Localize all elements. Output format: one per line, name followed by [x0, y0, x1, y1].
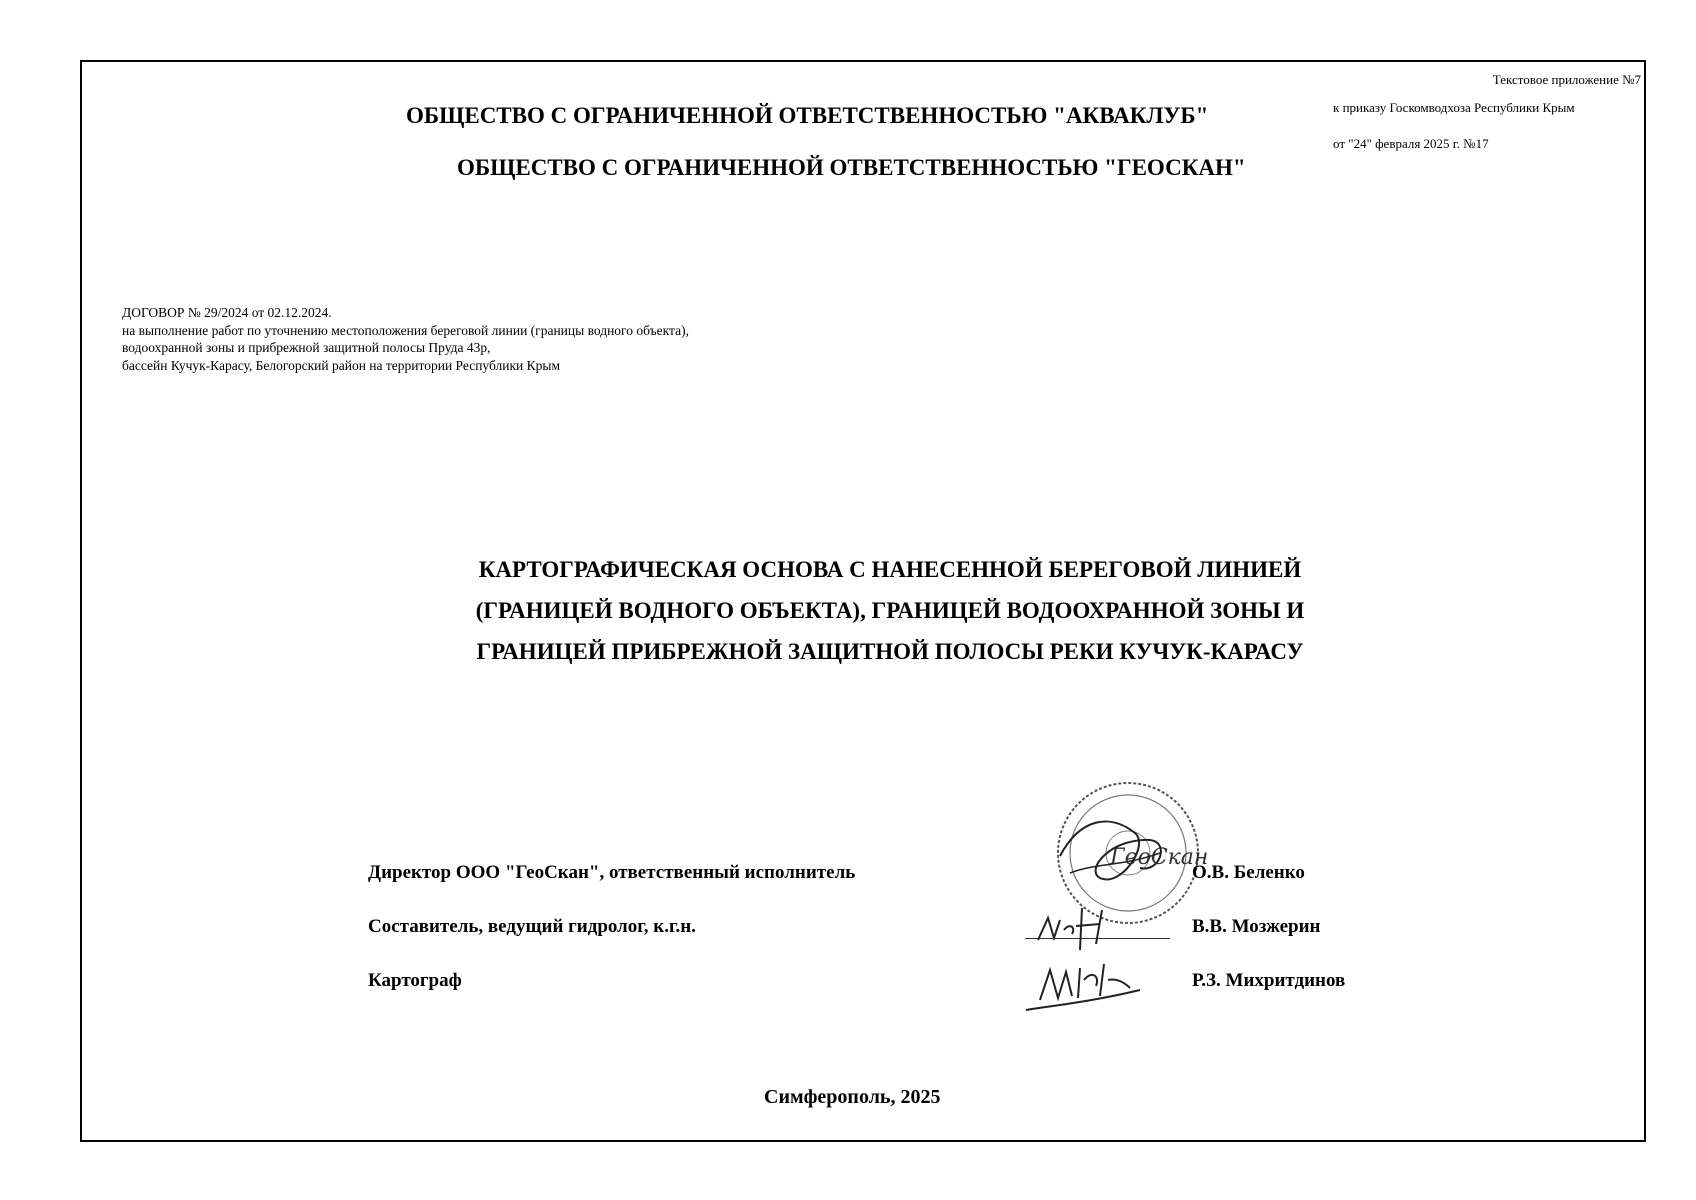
- signer-name-director: О.В. Беленко: [1192, 862, 1305, 883]
- appendix-number: Текстовое приложение №7: [1492, 72, 1641, 87]
- appendix-order: к приказу Госкомводхоза Республики Крым: [1333, 100, 1575, 115]
- org-title-aquaclub: ОБЩЕСТВО С ОГРАНИЧЕННОЙ ОТВЕТСТВЕННОСТЬЮ "АКВАКЛУБ": [406, 103, 1209, 128]
- contract-subject: на выполнение работ по уточнению местоположения береговой линии (границы водного объекта),: [122, 322, 689, 338]
- contract-zone: водоохранной зоны и прибрежной защитной полосы Пруда 43р,: [122, 340, 491, 355]
- signer-name-hydrologist: В.В. Мозжерин: [1192, 916, 1321, 937]
- contract-location: бассейн Кучук-Карасу, Белогорский район на территории Республики Крым: [122, 357, 561, 373]
- signature-cartographer: [1020, 950, 1170, 1020]
- org-title-geoscan: ОБЩЕСТВО С ОГРАНИЧЕННОЙ ОТВЕТСТВЕННОСТЬЮ "ГЕОСКАН": [457, 155, 1246, 180]
- title-line-3: ГРАНИЦЕЙ ПРИБРЕЖНОЙ ЗАЩИТНОЙ ПОЛОСЫ РЕКИ КУЧУК-КАРАСУ: [476, 639, 1304, 664]
- signer-role-cartographer: Картограф: [368, 970, 462, 991]
- stamp-text: ГеоСкан: [1110, 845, 1209, 870]
- contract-number: ДОГОВОР № 29/2024 от 02.12.2024.: [122, 305, 332, 320]
- title-line-1: КАРТОГРАФИЧЕСКАЯ ОСНОВА С НАНЕСЕННОЙ БЕРЕГОВОЙ ЛИНИЕЙ: [478, 557, 1302, 582]
- footer-city-year: Симферополь, 2025: [764, 1086, 941, 1108]
- title-line-2: (ГРАНИЦЕЙ ВОДНОГО ОБЪЕКТА), ГРАНИЦЕЙ ВОДООХРАННОЙ ЗОНЫ И: [475, 598, 1305, 623]
- signer-role-hydrologist: Составитель, ведущий гидролог, к.г.н.: [368, 916, 696, 937]
- document-title: [380, 549, 1400, 672]
- appendix-date: от "24" февраля 2025 г. №17: [1333, 136, 1489, 151]
- signer-role-director: Директор ООО "ГеоСкан", ответственный исполнитель: [368, 862, 856, 883]
- signer-name-cartographer: Р.З. Михритдинов: [1192, 970, 1346, 991]
- contract-block: [122, 304, 689, 374]
